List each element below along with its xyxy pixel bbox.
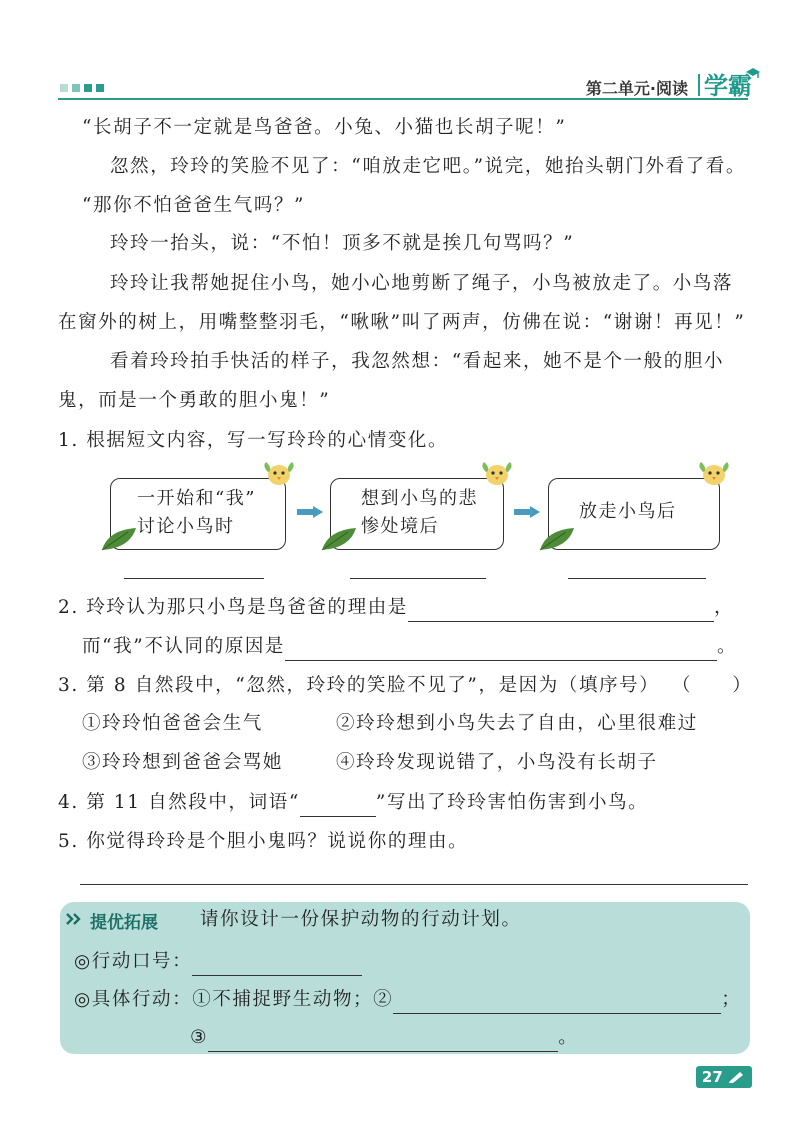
punctuation: ， xyxy=(713,597,735,618)
passage-line-4: 玲玲一抬头，说：“不怕！顶多不就是挨几句骂吗？” xyxy=(110,233,575,254)
action-row-3 xyxy=(190,1024,578,1052)
slogan-row xyxy=(74,948,362,976)
bird-icon xyxy=(480,458,514,488)
extension-title: 提优拓展 xyxy=(90,913,158,933)
extension-prompt: 请你设计一份保护动物的行动计划。 xyxy=(200,909,522,930)
answer-line-2[interactable] xyxy=(350,578,486,579)
header-unit-label: 第二单元·阅读 xyxy=(585,79,688,98)
passage-line-5: 玲玲让我帮她捉住小鸟，她小心地剪断了绳子，小鸟被放走了。小鸟落 xyxy=(110,273,734,294)
graduation-cap-icon xyxy=(746,68,760,78)
bird-icon xyxy=(262,458,296,488)
answer-line-3[interactable] xyxy=(568,578,706,579)
leaf-icon xyxy=(318,524,358,554)
double-chevron-icon xyxy=(66,912,82,926)
brand-logo: 学霸 xyxy=(704,72,752,100)
question-4-text-b: ”写出了玲玲害怕伤害到小鸟。 xyxy=(375,792,649,813)
question-2 xyxy=(58,594,734,622)
emotion-box-1-line1: 一开始和“我” xyxy=(137,488,256,509)
passage-line-3: “那你不怕爸爸生气吗？” xyxy=(82,195,306,216)
emotion-box-2-line2: 惨处境后 xyxy=(361,516,439,537)
pencil-icon xyxy=(728,1071,744,1083)
question-2b-text: 而“我”不认同的原因是 xyxy=(82,636,286,657)
punctuation: 。 xyxy=(717,636,738,657)
option-4: ④玲玲发现说错了，小鸟没有长胡子 xyxy=(336,752,658,773)
emotion-box-2-line1: 想到小鸟的悲 xyxy=(361,488,478,509)
slogan-input[interactable] xyxy=(192,955,362,976)
action-input-2[interactable] xyxy=(393,993,721,1014)
answer-blank-q2b[interactable] xyxy=(285,638,717,661)
page-number-text: 27 xyxy=(701,1068,723,1086)
passage-line-8: 鬼，而是一个勇敢的胆小鬼！” xyxy=(58,390,331,411)
question-2-text: 2. 玲玲认为那只小鸟是鸟爸爸的理由是 xyxy=(58,597,408,618)
header-divider xyxy=(698,74,700,96)
answer-blank-q2a[interactable] xyxy=(408,599,714,622)
arrow-right-icon xyxy=(514,506,540,518)
leaf-icon xyxy=(536,524,576,554)
passage-line-1: “长胡子不一定就是鸟爸爸。小兔、小猫也长胡子呢！” xyxy=(82,117,567,138)
question-4 xyxy=(58,789,648,817)
slogan-label: ◎行动口号： xyxy=(74,951,193,972)
bird-icon xyxy=(697,458,731,488)
passage-line-2: 忽然，玲玲的笑脸不见了：“咱放走它吧。”说完，她抬头朝门外看了看。 xyxy=(110,156,746,177)
answer-line-1[interactable] xyxy=(124,578,264,579)
question-2-part-b xyxy=(82,633,737,661)
page-number xyxy=(696,1066,752,1088)
arrow-right-icon xyxy=(297,506,323,518)
question-5: 5. 你觉得玲玲是个胆小鬼吗？说说你的理由。 xyxy=(58,831,469,852)
option-3: ③玲玲想到爸爸会骂她 xyxy=(82,752,284,773)
question-4-text-a: 4. 第 11 自然段中，词语“ xyxy=(58,792,300,813)
option-1: ①玲玲怕爸爸会生气 xyxy=(82,713,263,734)
punctuation: 。 xyxy=(558,1027,579,1048)
punctuation: ； xyxy=(721,989,742,1010)
passage-line-7: 看着玲玲拍手快活的样子，我忽然想：“看起来，她不是个一般的胆小 xyxy=(110,351,725,372)
passage-line-6: 在窗外的树上，用嘴整整羽毛，“啾啾”叫了两声，仿佛在说：“谢谢！再见！” xyxy=(58,312,746,333)
question-3: 3. 第 8 自然段中，“忽然，玲玲的笑脸不见了”，是因为（填序号） xyxy=(58,675,660,696)
question-1: 1. 根据短文内容，写一写玲玲的心情变化。 xyxy=(58,430,449,451)
emotion-box-3-line1: 放走小鸟后 xyxy=(579,501,677,522)
emotion-box-1-line2: 讨论小鸟时 xyxy=(137,516,235,537)
action-input-3[interactable] xyxy=(208,1031,558,1052)
leaf-icon xyxy=(98,524,138,554)
action-row xyxy=(74,986,741,1014)
action-item-3-label: ③ xyxy=(190,1027,209,1048)
answer-paren-q3[interactable]: （ ） xyxy=(672,675,753,696)
action-label: ◎具体行动：①不捕捉野生动物；② xyxy=(74,989,394,1010)
answer-line-q5[interactable] xyxy=(80,884,748,885)
answer-blank-q4[interactable] xyxy=(300,796,376,817)
option-2: ②玲玲想到小鸟失去了自由，心里很难过 xyxy=(336,713,698,734)
